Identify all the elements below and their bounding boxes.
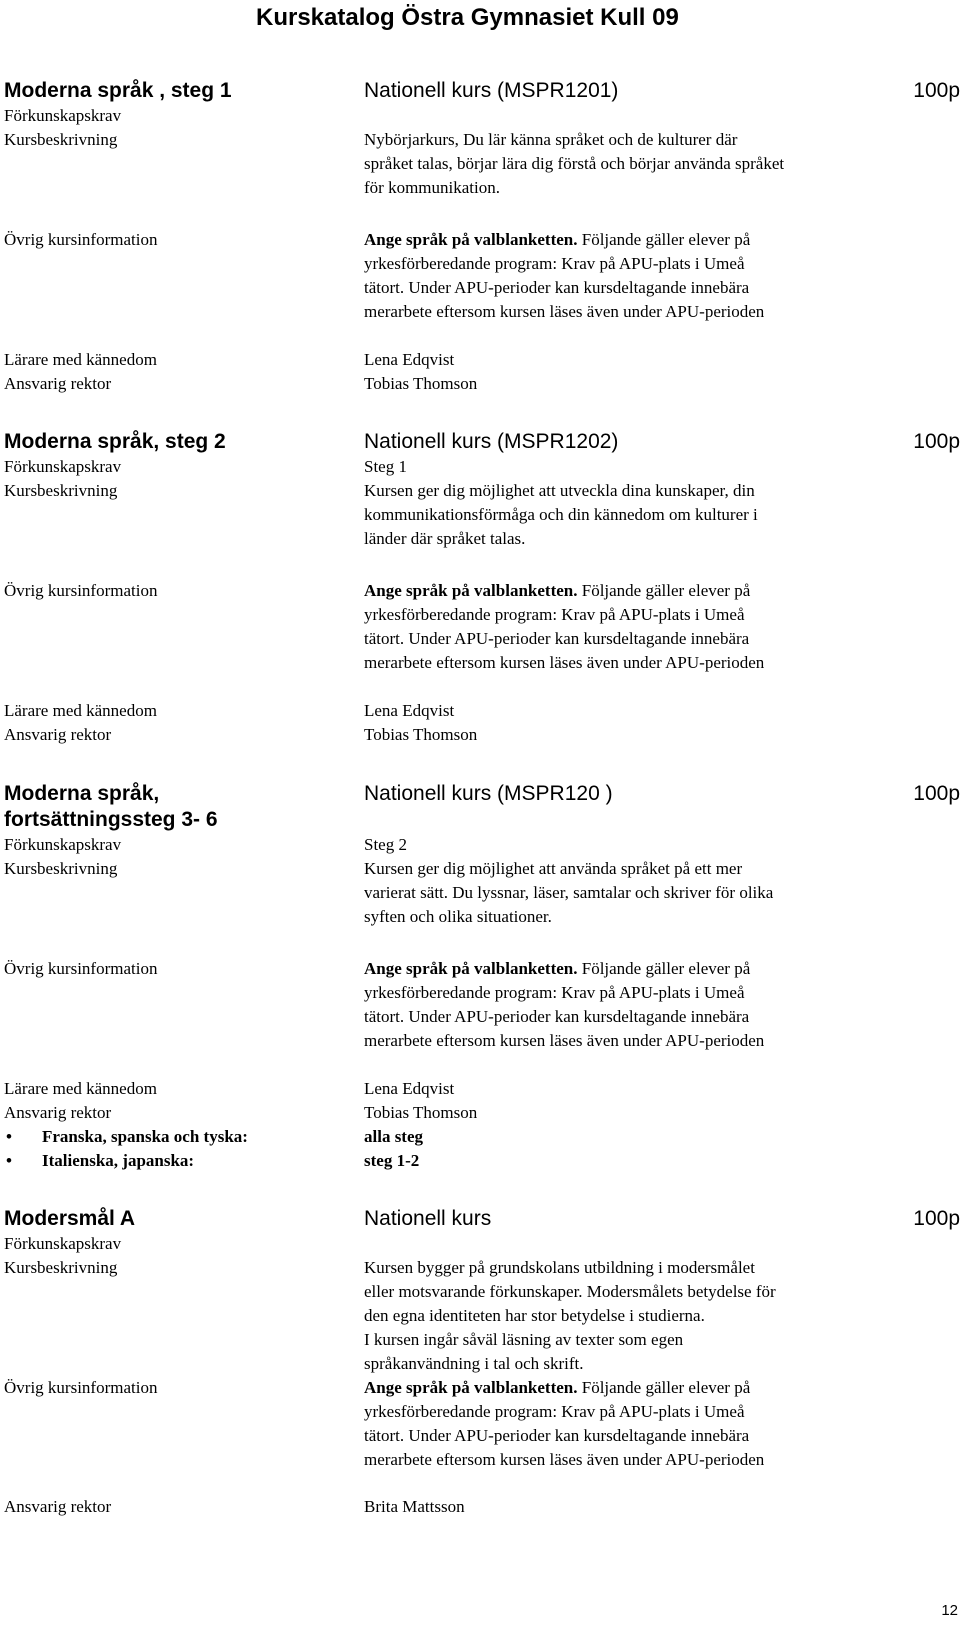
other-info (364, 1376, 864, 1472)
desc-line: Nybörjarkurs, Du lär känna språket och de kulturer där (364, 130, 738, 149)
course-name: Moderna språk , steg 1 (4, 79, 232, 102)
principal-name: Tobias Thomson (364, 374, 478, 393)
teacher-name: Lena Edqvist (364, 1079, 455, 1098)
course-description (364, 857, 864, 929)
course-type: Nationell kurs (364, 1207, 492, 1230)
desc-line: I kursen ingår såväl läsning av texter som egen (364, 1330, 684, 1349)
principal-label: Ansvarig rektor (4, 725, 112, 744)
desc-label: Kursbeskrivning (4, 1258, 118, 1277)
bullet-label: Italienska, japanska: (42, 1151, 195, 1170)
desc-line: språkanvändning i tal och skrift. (364, 1354, 584, 1373)
course-type: Nationell kurs (MSPR1201) (364, 79, 619, 102)
bullet-value: steg 1-2 (364, 1151, 420, 1170)
info-line: yrkesförberedande program: Krav på APU-plats i Umeå (364, 1402, 745, 1421)
info-line: Följande gäller elever på (577, 581, 751, 600)
course-type: Nationell kurs (MSPR1202) (364, 430, 619, 453)
desc-label: Kursbeskrivning (4, 130, 118, 149)
info-line: Följande gäller elever på (577, 959, 751, 978)
page-number: 12 (941, 1602, 958, 1619)
desc-line: för kommunikation. (364, 178, 500, 197)
course-name: Moderna språk, steg 2 (4, 430, 226, 453)
info-line: tätort. Under APU-perioder kan kursdeltagande innebära (364, 278, 750, 297)
course-name-line: Moderna språk, (4, 782, 160, 805)
course-points: 100p (913, 782, 960, 805)
prereq-value: Steg 1 (364, 457, 407, 476)
course-description (364, 479, 864, 551)
other-info-label: Övrig kursinformation (4, 230, 158, 249)
info-line: Följande gäller elever på (577, 230, 751, 249)
course-name: Modersmål A (4, 1207, 136, 1230)
info-line: yrkesförberedande program: Krav på APU-plats i Umeå (364, 983, 745, 1002)
principal-name: Tobias Thomson (364, 725, 478, 744)
other-info (364, 579, 864, 675)
course-description (364, 1256, 864, 1376)
desc-line: länder där språket talas. (364, 529, 526, 548)
info-line: merarbete eftersom kursen läses även under APU-perioden (364, 302, 765, 321)
desc-line: syften och olika situationer. (364, 907, 552, 926)
principal-name: Tobias Thomson (364, 1103, 478, 1122)
info-line: tätort. Under APU-perioder kan kursdeltagande innebära (364, 1007, 750, 1026)
course-name-line: fortsättningssteg 3- 6 (4, 808, 218, 831)
other-info-label: Övrig kursinformation (4, 581, 158, 600)
prereq-label: Förkunskapskrav (4, 1234, 122, 1253)
info-line: merarbete eftersom kursen läses även under APU-perioden (364, 1450, 765, 1469)
course-description (364, 128, 864, 200)
teacher-name: Lena Edqvist (364, 350, 455, 369)
language-bullet (6, 1149, 194, 1173)
info-emphasis: Ange språk på valblanketten. (364, 581, 578, 600)
info-line: tätort. Under APU-perioder kan kursdeltagande innebära (364, 629, 750, 648)
prereq-label: Förkunskapskrav (4, 835, 122, 854)
prereq-value: Steg 2 (364, 835, 407, 854)
info-line: yrkesförberedande program: Krav på APU-plats i Umeå (364, 605, 745, 624)
course-points: 100p (913, 79, 960, 102)
prereq-label: Förkunskapskrav (4, 457, 122, 476)
other-info-label: Övrig kursinformation (4, 1378, 158, 1397)
info-emphasis: Ange språk på valblanketten. (364, 230, 578, 249)
principal-name: Brita Mattsson (364, 1497, 465, 1516)
info-line: Följande gäller elever på (577, 1378, 751, 1397)
info-line: yrkesförberedande program: Krav på APU-plats i Umeå (364, 254, 745, 273)
principal-label: Ansvarig rektor (4, 1103, 112, 1122)
teacher-label: Lärare med kännedom (4, 1079, 157, 1098)
course-name (4, 781, 218, 833)
info-emphasis: Ange språk på valblanketten. (364, 1378, 578, 1397)
language-bullet (6, 1125, 248, 1149)
desc-label: Kursbeskrivning (4, 859, 118, 878)
bullet-icon: • (6, 1127, 12, 1146)
prereq-label: Förkunskapskrav (4, 106, 122, 125)
desc-line: Kursen ger dig möjlighet att använda språket på ett mer (364, 859, 743, 878)
teacher-label: Lärare med kännedom (4, 350, 157, 369)
info-emphasis: Ange språk på valblanketten. (364, 959, 578, 978)
desc-line: eller motsvarande förkunskaper. Modersmålets betydelse för (364, 1282, 776, 1301)
desc-label: Kursbeskrivning (4, 481, 118, 500)
principal-label: Ansvarig rektor (4, 1497, 112, 1516)
desc-line: Kursen bygger på grundskolans utbildning i modersmålet (364, 1258, 755, 1277)
course-points: 100p (913, 430, 960, 453)
course-points: 100p (913, 1207, 960, 1230)
desc-line: varierat sätt. Du lyssnar, läser, samtalar och skriver för olika (364, 883, 774, 902)
other-info-label: Övrig kursinformation (4, 959, 158, 978)
course-type: Nationell kurs (MSPR120 ) (364, 782, 613, 805)
other-info (364, 228, 864, 324)
bullet-value: alla steg (364, 1127, 424, 1146)
desc-line: den egna identiteten har stor betydelse i studierna. (364, 1306, 705, 1325)
info-line: merarbete eftersom kursen läses även under APU-perioden (364, 1031, 765, 1050)
bullet-icon: • (6, 1151, 12, 1170)
desc-line: Kursen ger dig möjlighet att utveckla dina kunskaper, din (364, 481, 755, 500)
info-line: merarbete eftersom kursen läses även under APU-perioden (364, 653, 765, 672)
desc-line: kommunikationsförmåga och din kännedom om kulturer i (364, 505, 758, 524)
desc-line: språket talas, börjar lära dig förstå och börjar använda språket (364, 154, 785, 173)
document-title: Kurskatalog Östra Gymnasiet Kull 09 (256, 4, 679, 31)
info-line: tätort. Under APU-perioder kan kursdeltagande innebära (364, 1426, 750, 1445)
teacher-label: Lärare med kännedom (4, 701, 157, 720)
teacher-name: Lena Edqvist (364, 701, 455, 720)
principal-label: Ansvarig rektor (4, 374, 112, 393)
bullet-label: Franska, spanska och tyska: (42, 1127, 248, 1146)
other-info (364, 957, 864, 1053)
